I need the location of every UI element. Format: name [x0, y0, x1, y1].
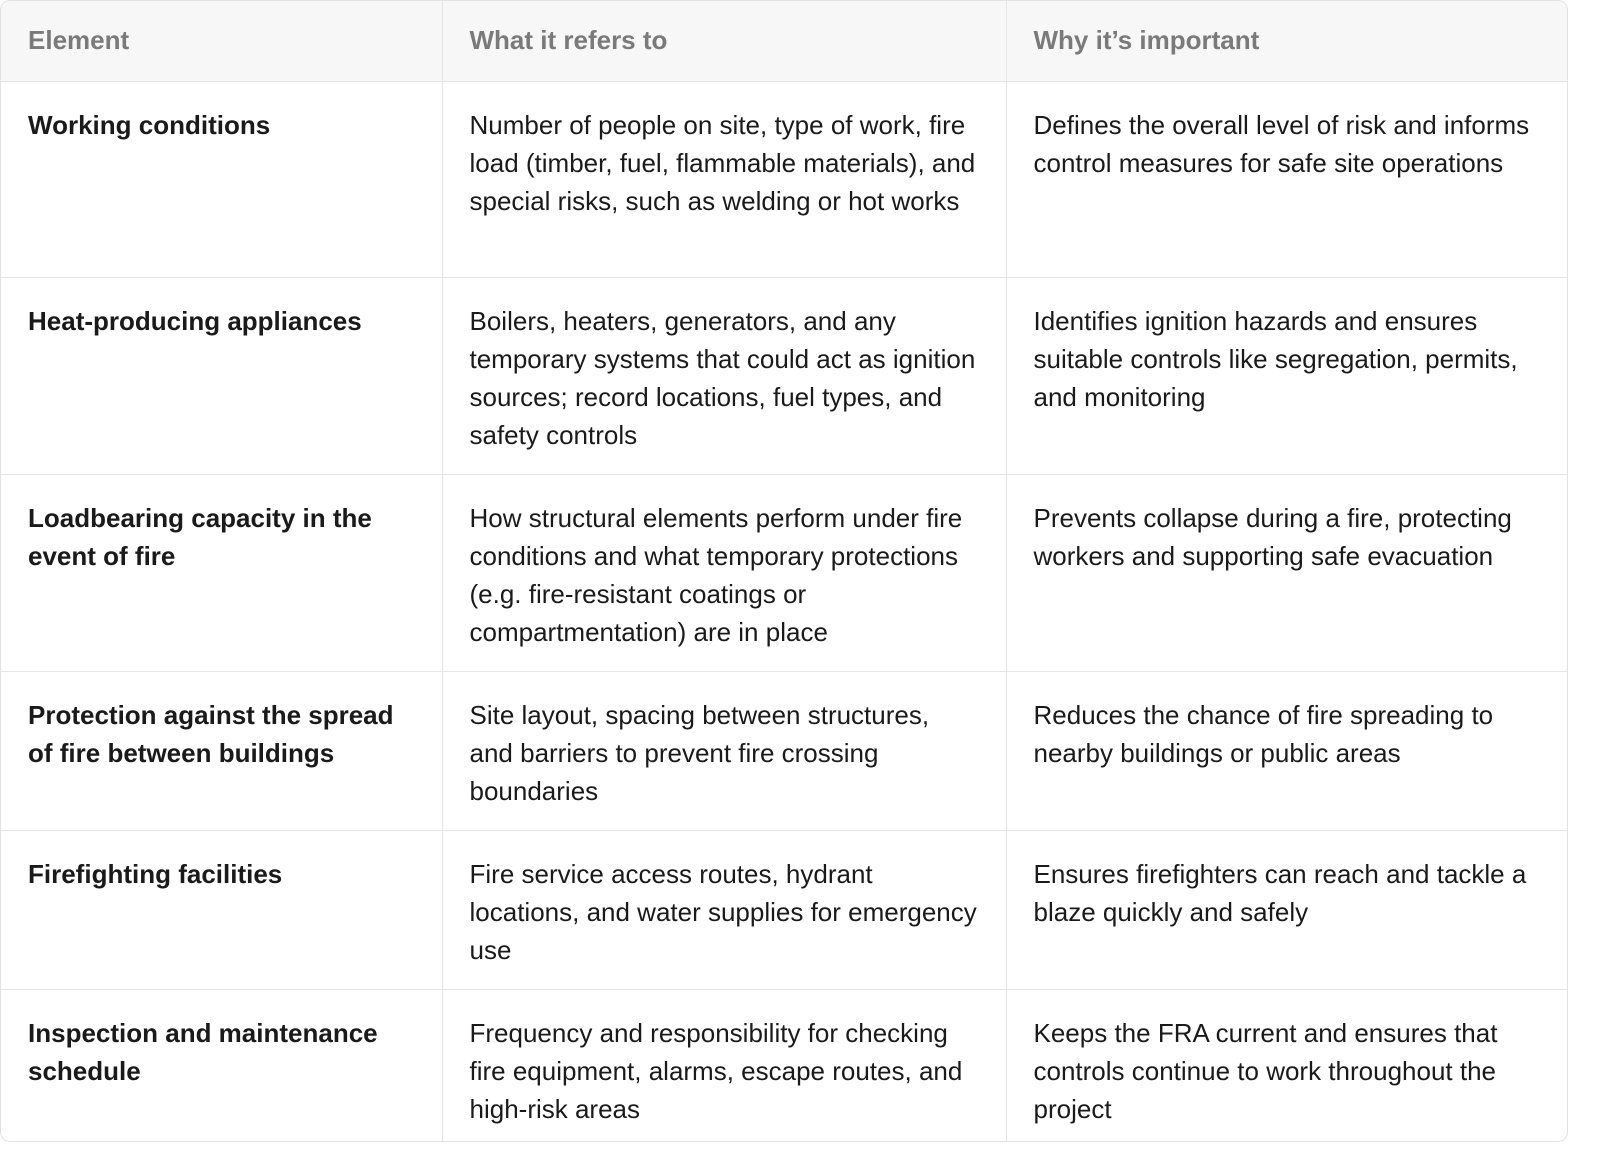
cell-element: Loadbearing capacity in the event of fire: [1, 474, 442, 671]
table-body: [1, 81, 1568, 1142]
header-what-it-refers-to: What it refers to: [442, 1, 1006, 81]
cell-refers-to: Site layout, spacing between structures, and barriers to prevent fire crossing boundaries: [442, 671, 1006, 830]
table-row: [1, 474, 1568, 671]
header-why-important: Why it’s important: [1006, 1, 1568, 81]
cell-refers-to: Number of people on site, type of work, fire load (timber, fuel, flammable materials), and special risks, such as welding or hot works: [442, 81, 1006, 277]
header-element: Element: [1, 1, 442, 81]
cell-refers-to: Frequency and responsibility for checking fire equipment, alarms, escape routes, and high-risk areas: [442, 989, 1006, 1142]
cell-refers-to: Fire service access routes, hydrant locations, and water supplies for emergency use: [442, 830, 1006, 989]
cell-importance: Reduces the chance of fire spreading to nearby buildings or public areas: [1006, 671, 1568, 830]
cell-element: Heat-producing appliances: [1, 277, 442, 474]
cell-importance: Defines the overall level of risk and informs control measures for safe site operations: [1006, 81, 1568, 277]
cell-importance: Ensures firefighters can reach and tackle a blaze quickly and safely: [1006, 830, 1568, 989]
cell-refers-to: Boilers, heaters, generators, and any temporary systems that could act as ignition sources; record locations, fuel types, and safety controls: [442, 277, 1006, 474]
cell-element: Inspection and maintenance schedule: [1, 989, 442, 1142]
fire-risk-table: [1, 1, 1568, 1142]
table-row: [1, 830, 1568, 989]
table-row: [1, 989, 1568, 1142]
table-row: [1, 277, 1568, 474]
cell-refers-to: How structural elements perform under fire conditions and what temporary protections (e.g. fire-resistant coatings or compartmentation) are in place: [442, 474, 1006, 671]
table-header: [1, 1, 1568, 81]
cell-importance: Identifies ignition hazards and ensures suitable controls like segregation, permits, and monitoring: [1006, 277, 1568, 474]
cell-element: Protection against the spread of fire between buildings: [1, 671, 442, 830]
cell-importance: Keeps the FRA current and ensures that controls continue to work throughout the project: [1033, 1017, 1498, 1124]
table-row: [1, 671, 1568, 830]
cell-element: Working conditions: [1, 81, 442, 277]
table-row: [1, 81, 1568, 277]
cell-element: Firefighting facilities: [1, 830, 442, 989]
cell-importance: Prevents collapse during a fire, protecting workers and supporting safe evacuation: [1006, 474, 1568, 671]
header-row: [1, 1, 1568, 81]
